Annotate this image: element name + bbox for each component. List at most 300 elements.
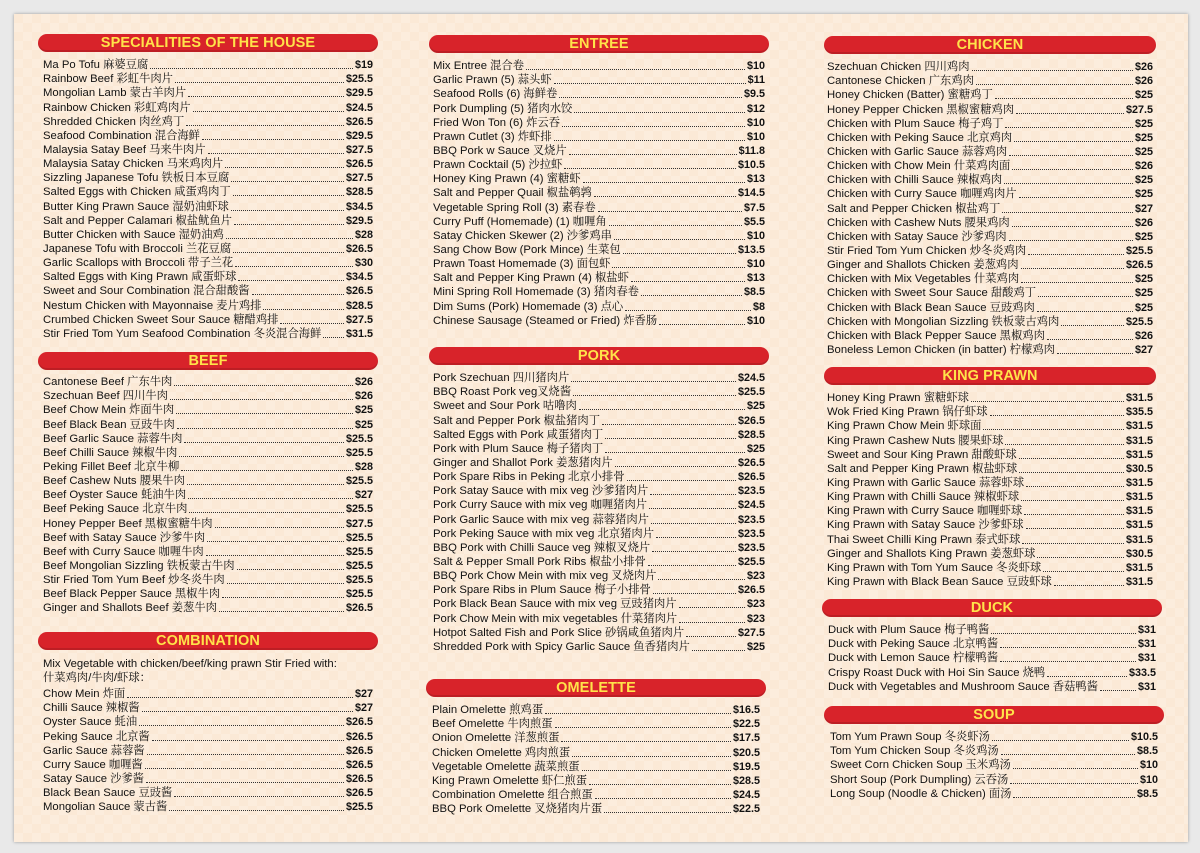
menu-item-price: $25.5: [345, 503, 373, 516]
menu-item-name: Hotpot Salted Fish and Pork Slice 砂锅咸鱼猪肉片: [433, 626, 685, 639]
menu-item: [43, 157, 373, 171]
menu-item-name: Sweet and Sour Combination 混合甜酸酱: [43, 285, 250, 298]
menu-item-name: Szechuan Chicken 四川鸡肉: [827, 61, 970, 74]
menu-item: [433, 271, 765, 285]
menu-item: [43, 474, 373, 488]
menu-item-name: King Prawn with Tom Yum Sauce 冬炎虾球: [827, 561, 1042, 574]
dot-leader: [555, 727, 731, 728]
menu-item: [43, 687, 373, 701]
menu-item: [433, 512, 765, 526]
menu-item: [433, 158, 765, 172]
dot-leader: [235, 266, 353, 267]
dot-leader: [1019, 458, 1124, 459]
dot-leader: [971, 401, 1124, 402]
dot-leader: [1026, 528, 1124, 529]
menu-item: [827, 300, 1153, 314]
menu-item-name: Pork Szechuan 四川猪肉片: [433, 372, 570, 385]
dot-leader: [609, 225, 742, 226]
menu-item: [827, 476, 1153, 490]
menu-item: [433, 314, 765, 328]
menu-item: [43, 573, 373, 587]
menu-item-name: Mix Entree 混合卷: [433, 60, 525, 73]
menu-item-price: $25: [1134, 145, 1153, 158]
menu-item: [827, 74, 1153, 88]
menu-item: [827, 518, 1153, 532]
menu-item-name: Ginger and Shallots Chicken 姜葱鸡肉: [827, 259, 1019, 272]
menu-item-name: BBQ Roast Pork veg叉烧酱: [433, 386, 572, 399]
dot-leader: [582, 770, 731, 771]
menu-item: [827, 230, 1153, 244]
menu-item-name: King Prawn with Black Bean Sauce 豆豉虾球: [827, 575, 1052, 588]
dot-leader: [1021, 500, 1124, 501]
menu-item-price: $8.5: [1136, 745, 1158, 758]
dot-leader: [188, 498, 353, 499]
dot-leader: [139, 725, 344, 726]
menu-item-price: $26: [1134, 75, 1153, 88]
dot-leader: [181, 470, 353, 471]
menu-item-price: $29.5: [345, 87, 373, 100]
menu-item-price: $31.5: [345, 327, 373, 340]
menu-item-name: Duck with Plum Sauce 梅子鸭酱: [828, 624, 990, 637]
menu-item-price: $26.5: [345, 285, 373, 298]
menu-item-name: Chicken with Chow Mein 什菜鸡肉面: [827, 160, 1011, 173]
menu-item-price: $26: [1134, 329, 1153, 342]
dot-leader: [1022, 543, 1124, 544]
menu-item-price: $31: [1137, 652, 1156, 665]
dot-leader: [1100, 690, 1136, 691]
menu-item: [433, 484, 765, 498]
menu-item-price: $27: [354, 489, 373, 502]
menu-item: [433, 470, 765, 484]
menu-item: [43, 199, 373, 213]
menu-item-price: $31: [1137, 680, 1156, 693]
dot-leader: [1037, 557, 1124, 558]
omelette-items: [426, 703, 766, 816]
menu-item-name: Shredded Pork with Spicy Garlic Sauce 鱼香猪肉片: [433, 640, 690, 653]
menu-item-name: Short Soup (Pork Dumpling) 云吞汤: [830, 773, 1009, 786]
menu-item-name: Salt and Pepper King Prawn (4) 椒盐虾: [433, 272, 629, 285]
dot-leader: [1057, 353, 1133, 354]
menu-item-price: $27: [1134, 202, 1153, 215]
menu-item-price: $26.5: [737, 414, 765, 427]
dot-leader: [650, 494, 736, 495]
dot-leader: [176, 413, 353, 414]
menu-item-price: $26.5: [345, 602, 373, 615]
menu-item: [43, 327, 373, 341]
dot-leader: [983, 429, 1124, 430]
menu-item-price: $28.5: [737, 428, 765, 441]
menu-item: [827, 201, 1153, 215]
menu-item: [433, 59, 765, 73]
dot-leader: [526, 69, 745, 70]
dot-leader: [1001, 754, 1135, 755]
dot-leader: [1012, 169, 1133, 170]
menu-item: [827, 561, 1153, 575]
menu-item-price: $10.5: [1130, 731, 1158, 744]
menu-item: [433, 229, 765, 243]
dot-leader: [179, 456, 344, 457]
beef-section: [38, 352, 378, 615]
menu-item-price: $9.5: [743, 88, 765, 101]
dot-leader: [231, 181, 344, 182]
menu-item: [432, 745, 760, 759]
menu-item-price: $23: [746, 598, 765, 611]
menu-item: [432, 731, 760, 745]
dot-leader: [648, 565, 736, 566]
menu-item-price: $20.5: [732, 746, 760, 759]
entree-items: [429, 59, 769, 328]
menu-item-price: $25.5: [345, 545, 373, 558]
dot-leader: [579, 409, 745, 410]
menu-item-name: Salt and Pepper King Prawn 椒盐虾球: [827, 462, 1018, 475]
menu-item-price: $25: [354, 404, 373, 417]
combination-title: COMBINATION: [38, 632, 378, 650]
menu-item-name: Combination Omelette 组合煎蛋: [432, 788, 593, 801]
menu-item-price: $34.5: [345, 271, 373, 284]
dot-leader: [237, 569, 344, 570]
menu-item: [43, 772, 373, 786]
menu-item-price: $31.5: [1125, 434, 1153, 447]
menu-item-name: Honey Chicken (Batter) 蜜糖鸡丁: [827, 89, 993, 102]
menu-item: [43, 446, 373, 460]
menu-item-name: Curry Puff (Homemade) (1) 咖喱角: [433, 215, 607, 228]
combination-note-cn: 什菜鸡肉/牛肉/虾球：: [43, 671, 151, 684]
menu-item-name: Rainbow Beef 彩虹牛肉片: [43, 73, 173, 86]
chicken-items: [824, 60, 1156, 357]
menu-item: [827, 117, 1153, 131]
menu-item-name: King Prawn with Satay Sauce 沙爹虾球: [827, 519, 1024, 532]
menu-item-price: $25.5: [737, 386, 765, 399]
dot-leader: [1000, 647, 1136, 648]
menu-item-price: $25: [1134, 230, 1153, 243]
dot-leader: [147, 754, 344, 755]
menu-item: [827, 286, 1153, 300]
menu-item-price: $29.5: [345, 129, 373, 142]
dot-leader: [1013, 797, 1135, 798]
menu-item-price: $22.5: [732, 803, 760, 816]
dot-leader: [323, 337, 344, 338]
menu-item-price: $13: [746, 173, 765, 186]
menu-item-name: Chicken with Peking Sauce 北京鸡肉: [827, 131, 1013, 144]
dot-leader: [972, 70, 1133, 71]
menu-item-name: Chicken with Black Pepper Sauce 黑椒鸡肉: [827, 329, 1045, 342]
menu-item: [43, 375, 373, 389]
menu-item-name: King Prawn Omelette 虾仁煎蛋: [432, 774, 588, 787]
menu-item-price: $23.5: [737, 527, 765, 540]
menu-item-name: Seafood Rolls (6) 海鲜卷: [433, 88, 558, 101]
dot-leader: [206, 555, 344, 556]
menu-item: [827, 272, 1153, 286]
menu-item-name: Beef Mongolian Sizzling 铁板蒙古牛肉: [43, 559, 235, 572]
king-prawn-section: [824, 367, 1156, 589]
menu-item: [43, 432, 373, 446]
menu-item: [830, 758, 1158, 772]
dot-leader: [1009, 155, 1133, 156]
menu-item-name: Szechuan Beef 四川牛肉: [43, 390, 168, 403]
menu-item-name: Mongolian Lamb 蒙古羊肉片: [43, 87, 187, 100]
dot-leader: [605, 452, 745, 453]
menu-item-price: $19.5: [732, 760, 760, 773]
menu-item: [433, 428, 765, 442]
menu-item-price: $26.5: [345, 772, 373, 785]
menu-item-name: Ma Po Tofu 麻婆豆腐: [43, 59, 149, 72]
menu-item: [432, 717, 760, 731]
menu-item-name: Beef with Satay Sauce 沙爹牛肉: [43, 531, 205, 544]
menu-item: [827, 315, 1153, 329]
menu-item-price: $31.5: [1125, 505, 1153, 518]
menu-item: [830, 730, 1158, 744]
menu-item-name: Shredded Chicken 肉丝鸡丁: [43, 115, 185, 128]
menu-item: [433, 555, 765, 569]
menu-item-price: $10: [746, 314, 765, 327]
menu-item: [433, 626, 765, 640]
menu-item: [43, 601, 373, 615]
menu-item-name: Salt and Pepper Chicken 椒盐鸡丁: [827, 202, 1001, 215]
menu-item-name: Chicken with Mix Vegetables 什菜鸡肉: [827, 273, 1020, 286]
menu-item-name: Chicken with Sweet Sour Sauce 甜酸鸡丁: [827, 287, 1037, 300]
menu-item: [43, 531, 373, 545]
dot-leader: [1000, 661, 1136, 662]
dot-leader: [169, 810, 344, 811]
menu-sheet: [14, 14, 1188, 842]
menu-item-price: $23.5: [737, 513, 765, 526]
menu-item: [827, 88, 1153, 102]
menu-item-name: Thai Sweet Chilli King Prawn 泰式虾球: [827, 533, 1021, 546]
dot-leader: [1043, 571, 1124, 572]
menu-item: [433, 186, 765, 200]
dot-leader: [177, 428, 353, 429]
menu-item-price: $27.5: [345, 517, 373, 530]
menu-item-name: Sang Chow Bow (Pork Mince) 生菜包: [433, 243, 621, 256]
menu-item: [830, 787, 1158, 801]
menu-item-name: Tom Yum Chicken Soup 冬炎鸡汤: [830, 745, 999, 758]
soup-section: [824, 706, 1164, 801]
dot-leader: [627, 480, 736, 481]
menu-item-name: Garlic Prawn (5) 蒜头虾: [433, 74, 552, 87]
menu-item-name: Duck with Lemon Sauce 柠檬鸭酱: [828, 652, 999, 665]
menu-item-price: $25.5: [345, 475, 373, 488]
menu-item: [433, 257, 765, 271]
menu-item: [433, 385, 765, 399]
menu-item-price: $26.5: [345, 158, 373, 171]
menu-item-price: $35.5: [1125, 406, 1153, 419]
menu-item: [433, 569, 765, 583]
menu-item: [433, 172, 765, 186]
menu-item-name: Seafood Combination 混合海鲜: [43, 129, 200, 142]
menu-item-name: Satay Chicken Skewer (2) 沙爹鸡串: [433, 229, 612, 242]
menu-item-name: Malaysia Satay Chicken 马来鸡肉片: [43, 158, 224, 171]
menu-item-price: $10: [746, 229, 765, 242]
menu-item-price: $25.5: [1125, 315, 1153, 328]
menu-item-price: $25: [746, 400, 765, 413]
menu-item-name: Ginger and Shallots King Prawn 姜葱虾球: [827, 547, 1036, 560]
menu-item-name: Pork Black Bean Sauce with mix veg 豆豉猪肉片: [433, 598, 677, 611]
dot-leader: [604, 812, 731, 813]
menu-item-name: Salt and Pepper Quail 椒盐鹌鹑: [433, 187, 592, 200]
dot-leader: [187, 484, 344, 485]
combination-items: [38, 687, 378, 814]
menu-item-name: Beef Black Pepper Sauce 黑椒牛肉: [43, 588, 221, 601]
dot-leader: [252, 294, 344, 295]
dot-leader: [679, 607, 745, 608]
menu-item-price: $25: [1134, 89, 1153, 102]
menu-item-name: Mini Spring Roll Homemade (3) 猪肉春卷: [433, 286, 639, 299]
menu-item: [433, 116, 765, 130]
dot-leader: [554, 83, 746, 84]
menu-item-name: Malaysia Satay Beef 马来牛肉片: [43, 143, 206, 156]
chicken-title: CHICKEN: [824, 36, 1156, 54]
menu-item-name: Cantonese Beef 广东牛肉: [43, 376, 173, 389]
menu-item-price: $25: [1134, 273, 1153, 286]
menu-item-name: Prawn Cutlet (3) 炸虾排: [433, 130, 552, 143]
menu-item-name: Beef Chilli Sauce 辣椒牛肉: [43, 446, 178, 459]
dot-leader: [215, 527, 344, 528]
menu-item-price: $25: [354, 418, 373, 431]
dot-leader: [554, 140, 745, 141]
menu-item-price: $10: [746, 116, 765, 129]
dot-leader: [127, 697, 353, 698]
menu-item: [827, 490, 1153, 504]
menu-item-price: $28.5: [345, 186, 373, 199]
dot-leader: [692, 650, 745, 651]
pork-section: [429, 347, 769, 654]
dot-leader: [175, 82, 344, 83]
menu-item: [827, 173, 1153, 187]
menu-item: [433, 299, 765, 313]
menu-item-name: Chicken with Chilli Sauce 辣椒鸡肉: [827, 174, 1003, 187]
menu-item-price: $25: [746, 442, 765, 455]
dot-leader: [1047, 339, 1133, 340]
menu-item: [432, 703, 760, 717]
dot-leader: [219, 611, 344, 612]
menu-item: [827, 131, 1153, 145]
menu-item: [433, 527, 765, 541]
menu-item-price: $27: [354, 702, 373, 715]
menu-item: [432, 760, 760, 774]
menu-item-name: Chow Mein 炸面: [43, 688, 126, 701]
menu-item: [433, 541, 765, 555]
duck-items: [822, 623, 1162, 694]
menu-item-price: $25.5: [345, 531, 373, 544]
menu-item: [43, 242, 373, 256]
dot-leader: [594, 196, 736, 197]
dot-leader: [227, 583, 344, 584]
menu-item-name: Salt and Pepper Pork 椒盐猪肉丁: [433, 414, 601, 427]
menu-item-name: Sweet and Sour Pork 咕噜肉: [433, 400, 577, 413]
menu-item: [828, 665, 1156, 679]
menu-item-name: Chicken with Garlic Sauce 蒜蓉鸡肉: [827, 145, 1008, 158]
menu-item-name: Butter King Prawn Sauce 湿奶油虾球: [43, 200, 229, 213]
menu-item: [43, 516, 373, 530]
king-prawn-title: KING PRAWN: [824, 367, 1156, 385]
menu-item-name: Chicken Omelette 鸡肉煎蛋: [432, 746, 571, 759]
menu-item-name: Peking Fillet Beef 北京牛柳: [43, 460, 180, 473]
menu-item-price: $31.5: [1125, 420, 1153, 433]
menu-item-price: $16.5: [732, 704, 760, 717]
menu-item: [43, 214, 373, 228]
menu-item-name: Pork Satay Sauce with mix veg 沙爹猪肉片: [433, 485, 649, 498]
menu-item-name: Wok Fried King Prawn 锅仔虾球: [827, 406, 988, 419]
dot-leader: [602, 424, 736, 425]
dot-leader: [263, 309, 343, 310]
menu-item-price: $24.5: [345, 101, 373, 114]
menu-item: [43, 185, 373, 199]
dot-leader: [559, 97, 742, 98]
entree-title: ENTREE: [429, 35, 769, 53]
menu-item: [43, 256, 373, 270]
menu-item-name: King Prawn Cashew Nuts 腰果虾球: [827, 434, 1004, 447]
menu-item: [827, 547, 1153, 561]
menu-item: [827, 102, 1153, 116]
menu-item-price: $8: [752, 300, 765, 313]
dot-leader: [202, 139, 344, 140]
dot-leader: [652, 551, 736, 552]
menu-item: [433, 87, 765, 101]
menu-item: [433, 144, 765, 158]
menu-item-name: Crumbed Chicken Sweet Sour Sauce 糖醋鸡排: [43, 313, 279, 326]
menu-item-price: $27.5: [345, 313, 373, 326]
menu-item-price: $25.5: [345, 574, 373, 587]
menu-item-name: Pork Chow Mein with mix vegetables 什菜猪肉片: [433, 612, 678, 625]
menu-item: [433, 243, 765, 257]
menu-item: [43, 389, 373, 403]
menu-item-price: $27: [1134, 343, 1153, 356]
dot-leader: [659, 324, 745, 325]
menu-item: [828, 680, 1156, 694]
dot-leader: [562, 126, 745, 127]
dot-leader: [651, 523, 736, 524]
menu-item-price: $26: [1134, 61, 1153, 74]
dot-leader: [625, 310, 751, 311]
menu-item: [433, 456, 765, 470]
dot-leader: [614, 239, 745, 240]
menu-item: [43, 701, 373, 715]
dot-leader: [589, 784, 731, 785]
dot-leader: [1019, 197, 1133, 198]
menu-item-name: Dim Sums (Pork) Homemade (3) 点心: [433, 300, 624, 313]
menu-item-price: $24.5: [737, 499, 765, 512]
menu-item-name: Sizzling Japanese Tofu 铁板日本豆腐: [43, 172, 230, 185]
menu-item-price: $27.5: [1125, 103, 1153, 116]
dot-leader: [571, 381, 736, 382]
menu-item-price: $30.5: [1125, 547, 1153, 560]
dot-leader: [686, 636, 736, 637]
dot-leader: [679, 622, 745, 623]
menu-item-name: BBQ Pork Chow Mein with mix veg 叉烧肉片: [433, 570, 657, 583]
menu-item-price: $23: [746, 570, 765, 583]
menu-item: [43, 228, 373, 242]
combination-note: Mix Vegetable with chicken/beef/king prawn Stir Fried with:: [43, 658, 337, 670]
menu-item-price: $27.5: [345, 143, 373, 156]
dot-leader: [1047, 676, 1127, 677]
menu-item-name: Black Bean Sauce 豆豉酱: [43, 787, 173, 800]
menu-item: [433, 442, 765, 456]
menu-item-price: $26: [354, 376, 373, 389]
menu-item-price: $25.5: [345, 446, 373, 459]
menu-item-price: $10.5: [737, 159, 765, 172]
menu-item: [433, 285, 765, 299]
menu-item-name: Chilli Sauce 辣椒酱: [43, 702, 140, 715]
menu-item-name: Pork Spare Ribs in Peking 北京小排骨: [433, 471, 625, 484]
menu-item: [830, 744, 1158, 758]
menu-item-name: Chinese Sausage (Steamed or Fried) 炸香肠: [433, 314, 658, 327]
menu-item: [827, 504, 1153, 518]
menu-item-price: $25: [1134, 117, 1153, 130]
dot-leader: [150, 68, 353, 69]
dot-leader: [1002, 212, 1133, 213]
menu-item-name: Oyster Sauce 蚝油: [43, 716, 138, 729]
menu-item-price: $31.5: [1125, 533, 1153, 546]
